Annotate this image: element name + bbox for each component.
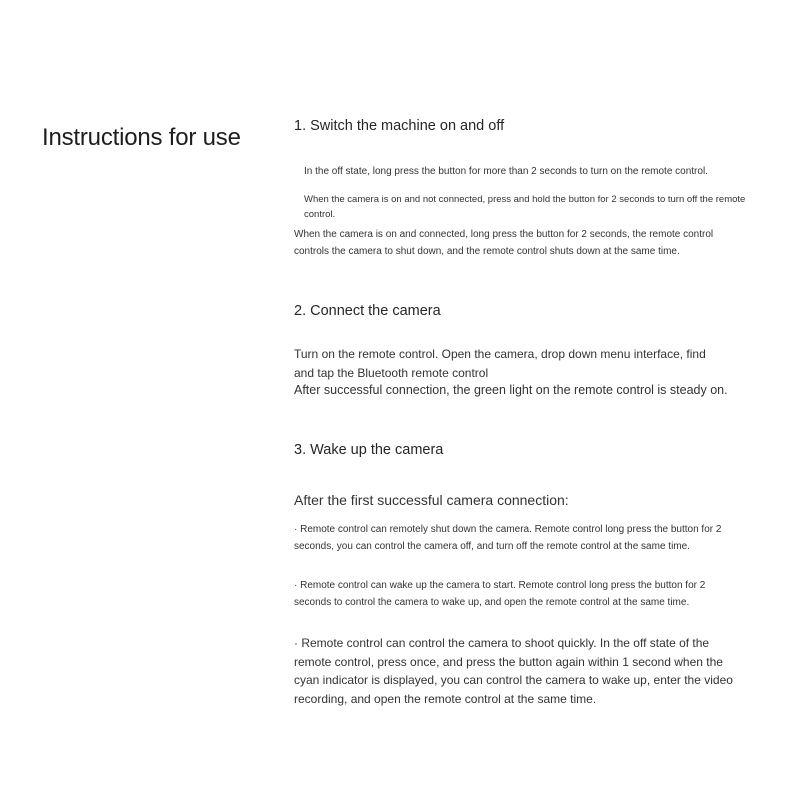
list-item: · Remote control can wake up the camera to start. Remote control long press the button for 2 seconds to control the camera to wake up, and open the remote control at the same time. — [294, 580, 706, 608]
section-1-paragraph: When the camera is on and connected, long press the button for 2 seconds, the remote control controls the camera to shut down, and the remote control shuts down at the same time. — [294, 229, 714, 257]
page-title: Instructions for use — [42, 124, 241, 151]
section-3-intro: After the first successful camera connection: — [294, 492, 569, 508]
section-1-paragraph: In the off state, long press the button for more than 2 seconds to turn on the remote control. — [304, 166, 708, 177]
section-1-heading: 1. Switch the machine on and off — [294, 118, 505, 134]
section-2-paragraph: After successful connection, the green light on the remote control is steady on. — [294, 383, 728, 397]
section-2-heading: 2. Connect the camera — [294, 303, 441, 319]
list-item: · Remote control can control the camera to shoot quickly. In the off state of the remote control, press once, and press the button again within 1 second when the cyan indicator is displayed, you can control the camera to wake up, enter the video recording, and open the remote control at the same time. — [294, 636, 733, 706]
section-1-paragraph: When the camera is on and not connected, press and hold the button for 2 seconds to turn off the remote control. — [304, 194, 746, 220]
list-item: · Remote control can remotely shut down the camera. Remote control long press the button for 2 seconds, you can control the camera off, and turn off the remote control at the same time. — [294, 524, 722, 552]
section-3-heading: 3. Wake up the camera — [294, 442, 444, 458]
section-2-paragraph: Turn on the remote control. Open the camera, drop down menu interface, find and tap the Bluetooth remote control — [294, 347, 706, 380]
